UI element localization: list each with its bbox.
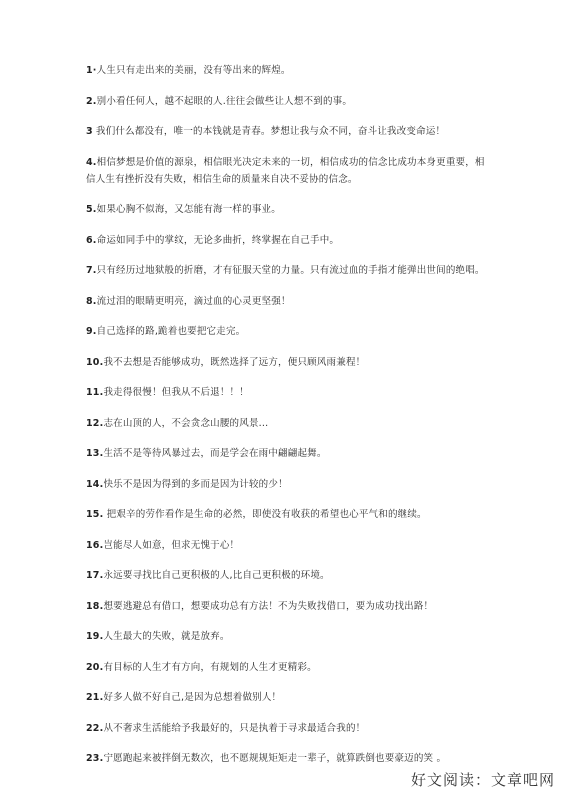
item-text: 永远要寻找比自己更积极的人,比自己更积极的环境。 bbox=[103, 570, 330, 581]
item-number: 13. bbox=[86, 448, 104, 459]
list-item bbox=[86, 415, 486, 432]
list-item bbox=[86, 567, 486, 584]
item-number: 17. bbox=[86, 570, 104, 581]
item-text: 只有经历过地狱般的折磨，才有征服天堂的力量。只有流过血的手指才能弹出世间的绝唱。 bbox=[96, 265, 485, 276]
item-text: 好多人做不好自己,是因为总想着做别人！ bbox=[103, 692, 282, 703]
item-number: 1· bbox=[86, 65, 97, 76]
list-item bbox=[86, 506, 486, 523]
list-item bbox=[86, 537, 486, 554]
item-number: 11. bbox=[86, 387, 104, 398]
item-text: 相信梦想是价值的源泉，相信眼光决定未来的一切，相信成功的信念比成功本身更重要，相信人生有挫折没有失败，相信生命的质量来自决不妥协的信念。 bbox=[86, 156, 485, 185]
list-item bbox=[86, 154, 486, 188]
item-number: 20. bbox=[86, 661, 104, 673]
item-text: 把艰辛的劳作看作是生命的必然，即使没有收获的希望也心平气和的继续。 bbox=[103, 509, 427, 520]
list-item bbox=[86, 476, 486, 493]
list-item bbox=[86, 93, 486, 110]
item-number: 5. bbox=[86, 204, 97, 215]
item-number: 7. bbox=[86, 265, 97, 276]
item-text: 有目标的人生才有方向，有规划的人生才更精彩。 bbox=[103, 661, 317, 673]
item-text: 人生最大的失败，就是放弃。 bbox=[103, 631, 230, 642]
quote-list bbox=[86, 62, 486, 781]
item-number: 12. bbox=[86, 417, 104, 429]
item-text: 我不去想是否能够成功，既然选择了远方，便只顾风雨兼程！ bbox=[103, 356, 366, 368]
list-item bbox=[86, 354, 486, 371]
item-text: 宁愿跑起来被拌倒无数次，也不愿规规矩矩走一辈子，就算跌倒也要豪迈的笑 。 bbox=[103, 753, 447, 764]
item-text: 我们什么都没有，唯一的本钱就是青春。梦想让我与众不同，奋斗让我改变命运！ bbox=[92, 126, 446, 137]
list-item bbox=[86, 598, 486, 615]
list-item bbox=[86, 262, 486, 279]
list-item bbox=[86, 689, 486, 706]
item-text: 自己选择的路,跪着也要把它走完。 bbox=[96, 326, 246, 337]
list-item bbox=[86, 720, 486, 737]
item-number: 4. bbox=[86, 156, 97, 168]
list-item bbox=[86, 445, 486, 462]
item-number: 6. bbox=[86, 234, 97, 246]
item-text: 人生只有走出来的美丽，没有等出来的辉煌。 bbox=[96, 65, 291, 76]
item-number: 2. bbox=[86, 95, 97, 107]
list-item bbox=[86, 628, 486, 645]
list-item bbox=[86, 123, 486, 140]
item-text: 从不奢求生活能给予我最好的，只是执着于寻求最适合我的！ bbox=[103, 722, 366, 734]
item-text: 生活不是等待风暴过去，而是学会在雨中翩翩起舞。 bbox=[103, 448, 327, 459]
item-number: 21. bbox=[86, 692, 104, 703]
item-number: 3 bbox=[86, 126, 93, 137]
list-item bbox=[86, 232, 486, 249]
list-item bbox=[86, 201, 486, 218]
list-item bbox=[86, 62, 486, 79]
item-text: 我走得很慢！但我从不后退！！！ bbox=[103, 387, 249, 398]
list-item bbox=[86, 323, 486, 340]
item-number: 15. bbox=[86, 509, 104, 520]
list-item bbox=[86, 293, 486, 310]
item-text: 志在山顶的人，不会贪念山腰的风景... bbox=[103, 417, 269, 429]
item-number: 8. bbox=[86, 295, 97, 307]
item-number: 9. bbox=[86, 326, 97, 337]
site-watermark: 好文阅读：文章吧网 bbox=[410, 771, 555, 789]
item-number: 14. bbox=[86, 478, 104, 490]
item-text: 岂能尽人如意，但求无愧于心！ bbox=[103, 539, 240, 551]
item-text: 想要逃避总有借口，想要成功总有方法！不为失败找借口，要为成功找出路！ bbox=[103, 600, 434, 612]
item-text: 如果心胸不似海，又怎能有海一样的事业。 bbox=[96, 204, 281, 215]
item-number: 10. bbox=[86, 356, 104, 368]
item-text: 流过泪的眼睛更明亮，滴过血的心灵更坚强！ bbox=[96, 295, 291, 307]
item-text: 快乐不是因为得到的多而是因为计较的少！ bbox=[103, 478, 288, 490]
item-number: 18. bbox=[86, 600, 104, 612]
item-number: 19. bbox=[86, 631, 104, 642]
item-number: 16. bbox=[86, 539, 104, 551]
list-item bbox=[86, 750, 486, 767]
item-text: 命运如同手中的掌纹，无论多曲折，终掌握在自己手中。 bbox=[96, 234, 340, 246]
item-text: 别小看任何人，越不起眼的人.往往会做些让人想不到的事。 bbox=[96, 95, 353, 107]
list-item bbox=[86, 384, 486, 401]
list-item bbox=[86, 659, 486, 676]
item-number: 22. bbox=[86, 722, 104, 734]
item-number: 23. bbox=[86, 753, 104, 764]
